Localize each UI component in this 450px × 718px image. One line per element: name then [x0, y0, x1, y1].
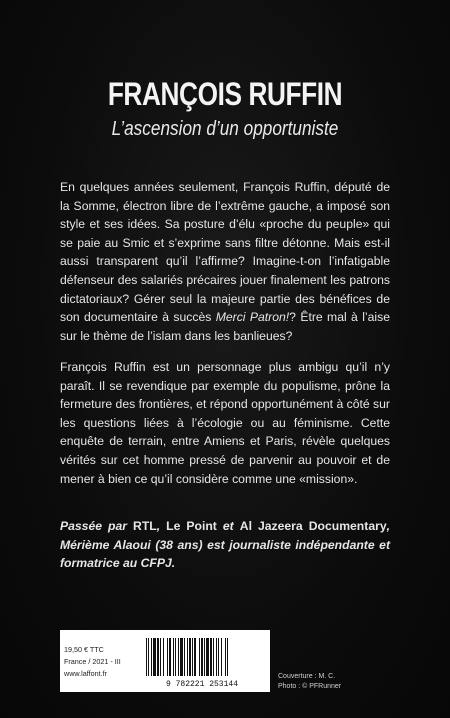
credit-cover: Couverture : M. C.	[278, 673, 336, 680]
credits	[278, 672, 341, 692]
price-info	[64, 644, 121, 680]
bio-text: ,	[156, 519, 167, 533]
film-title: Merci Patron!	[215, 310, 290, 325]
isbn-barcode	[140, 636, 264, 688]
bio-text: , Mérième Alaoui (38 ans) est journaliste indépendante et formatrice au CFPJ.	[60, 519, 391, 571]
barcode-box	[60, 630, 270, 692]
blurb-text: ? Être mal à l’aise sur le thème de l’islam dans les banlieues?	[60, 310, 390, 343]
credit-photo: Photo : © PFRunner	[278, 683, 342, 690]
author-bio	[60, 517, 390, 573]
bio-outlet-aljazeera: Al Jazeera Documentary	[239, 519, 387, 533]
publisher-website: www.laffont.fr	[64, 669, 108, 678]
author-name: FRANÇOIS RUFFIN	[107, 76, 343, 112]
blurb-paragraph-1	[60, 178, 390, 345]
blurb-text: En quelques années seulement, François Ruffin, député de la Somme, électron libre de l’extrême gauche, a imposé son style et ses idées. Sa posture d’élu «proche du peuple» qui se paie au Smic et s’exprime sans filtre détonne. Mais est-il aussi transparent qu’il l’affirme? Imagine-t-on l’infatigable défenseur des salariés précaires jouer finalement les patrons dictatoriaux? Gérer seul la majeure partie des bénéfices de son documentaire à succès	[60, 180, 390, 325]
isbn-digits: 9 782221 253144	[165, 680, 239, 688]
book-subtitle: L’ascension d’un opportuniste	[111, 118, 339, 140]
bio-outlet-lepoint: Le Point	[166, 519, 217, 533]
bio-outlet-rtl: RTL	[133, 519, 157, 533]
price: 19,50 € TTC	[64, 645, 104, 654]
edition-info: France / 2021 - III	[64, 657, 121, 666]
bio-text: et	[216, 519, 240, 533]
bio-text: Passée par	[60, 519, 134, 533]
blurb-paragraph-2: François Ruffin est un personnage plus ambigu qu’il n’y paraît. Il se revendique par exemple du populisme, prône la fermeture des frontières, et répond opportunément à côté sur les questions liées à l’écologie ou au féminisme. Cette enquête de terrain, entre Amiens et Paris, révèle quelques vérités sur cet homme pressé de parvenir au pouvoir et de mener à bien ce qu’il considère comme une «mission».	[60, 360, 390, 486]
